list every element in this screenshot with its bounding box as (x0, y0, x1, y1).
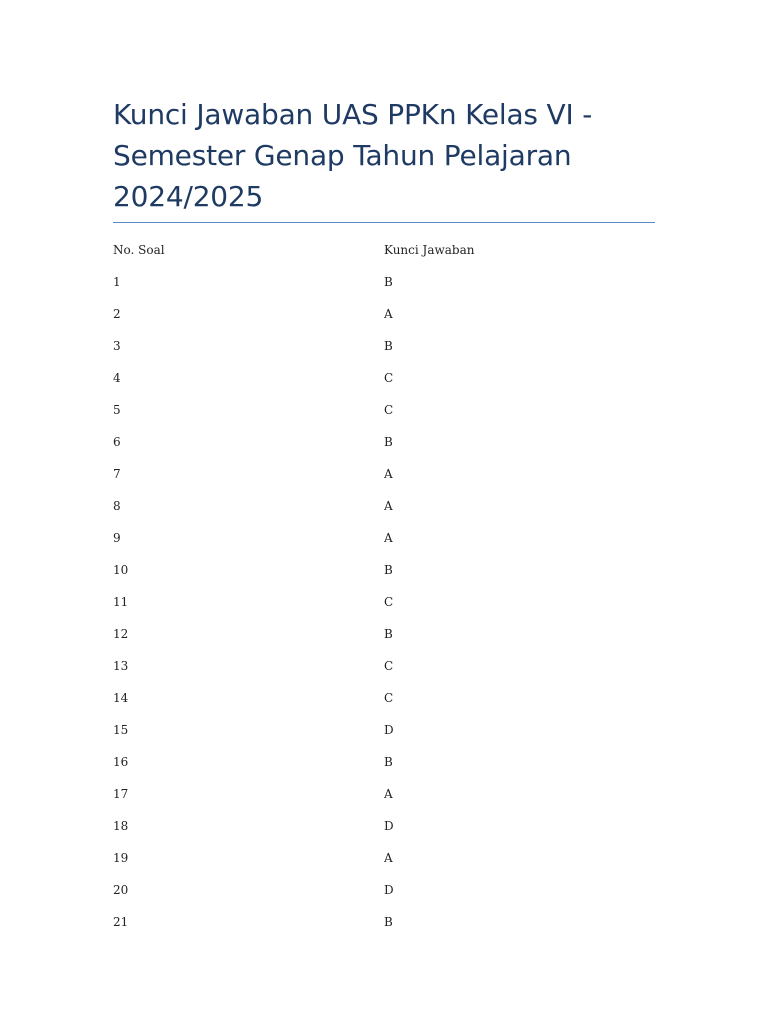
question-number-cell: 20 (113, 883, 129, 897)
answer-key-cell: A (384, 787, 393, 801)
table-row (113, 842, 655, 874)
answer-key-cell: B (384, 627, 393, 641)
question-number-cell: 16 (113, 755, 129, 769)
table-row (113, 490, 655, 522)
answer-key-cell: A (384, 851, 393, 865)
column-header-kunci-jawaban: Kunci Jawaban (384, 243, 475, 257)
table-row (113, 874, 655, 906)
answer-key-cell: B (384, 755, 393, 769)
table-row (113, 650, 655, 682)
answer-key-cell: C (384, 691, 394, 705)
document-page (113, 94, 655, 938)
question-number-cell: 1 (113, 275, 121, 289)
question-number-cell: 13 (113, 659, 129, 673)
table-row (113, 906, 655, 938)
question-number-cell: 8 (113, 499, 121, 513)
answer-key-cell: C (384, 595, 394, 609)
title-divider (113, 222, 655, 223)
question-number-cell: 5 (113, 403, 121, 417)
answer-key-cell: D (384, 819, 394, 833)
answer-key-cell: B (384, 275, 393, 289)
question-number-cell: 4 (113, 371, 121, 385)
table-row (113, 458, 655, 490)
answer-key-cell: B (384, 563, 393, 577)
table-row (113, 362, 655, 394)
table-row (113, 426, 655, 458)
table-header-row (113, 234, 655, 266)
question-number-cell: 3 (113, 339, 121, 353)
answer-key-cell: B (384, 435, 393, 449)
table-row (113, 682, 655, 714)
question-number-cell: 2 (113, 307, 121, 321)
answer-key-cell: A (384, 467, 393, 481)
answer-key-cell: A (384, 499, 393, 513)
document-title: Kunci Jawaban UAS PPKn Kelas VI - Semester Genap Tahun Pelajaran 2024/2025 (113, 98, 593, 213)
table-row (113, 298, 655, 330)
question-number-cell: 15 (113, 723, 129, 737)
column-header-no-soal: No. Soal (113, 243, 165, 257)
answer-key-cell: A (384, 531, 393, 545)
answer-key-table (113, 234, 655, 938)
table-row (113, 714, 655, 746)
question-number-cell: 10 (113, 563, 129, 577)
answer-key-cell: B (384, 339, 393, 353)
question-number-cell: 18 (113, 819, 129, 833)
table-row (113, 330, 655, 362)
table-row (113, 810, 655, 842)
table-row (113, 522, 655, 554)
question-number-cell: 14 (113, 691, 129, 705)
table-row (113, 778, 655, 810)
question-number-cell: 7 (113, 467, 121, 481)
question-number-cell: 17 (113, 787, 129, 801)
answer-key-cell: C (384, 371, 394, 385)
question-number-cell: 12 (113, 627, 129, 641)
question-number-cell: 6 (113, 435, 121, 449)
answer-key-cell: D (384, 723, 394, 737)
table-row (113, 394, 655, 426)
answer-key-cell: D (384, 883, 394, 897)
answer-key-cell: A (384, 307, 393, 321)
question-number-cell: 11 (113, 595, 129, 609)
table-row (113, 618, 655, 650)
answer-rows (113, 266, 655, 938)
question-number-cell: 21 (113, 915, 129, 929)
table-row (113, 266, 655, 298)
question-number-cell: 9 (113, 531, 121, 545)
table-row (113, 586, 655, 618)
table-row (113, 554, 655, 586)
answer-key-cell: C (384, 659, 394, 673)
answer-key-cell: C (384, 403, 394, 417)
answer-key-cell: B (384, 915, 393, 929)
question-number-cell: 19 (113, 851, 129, 865)
table-row (113, 746, 655, 778)
